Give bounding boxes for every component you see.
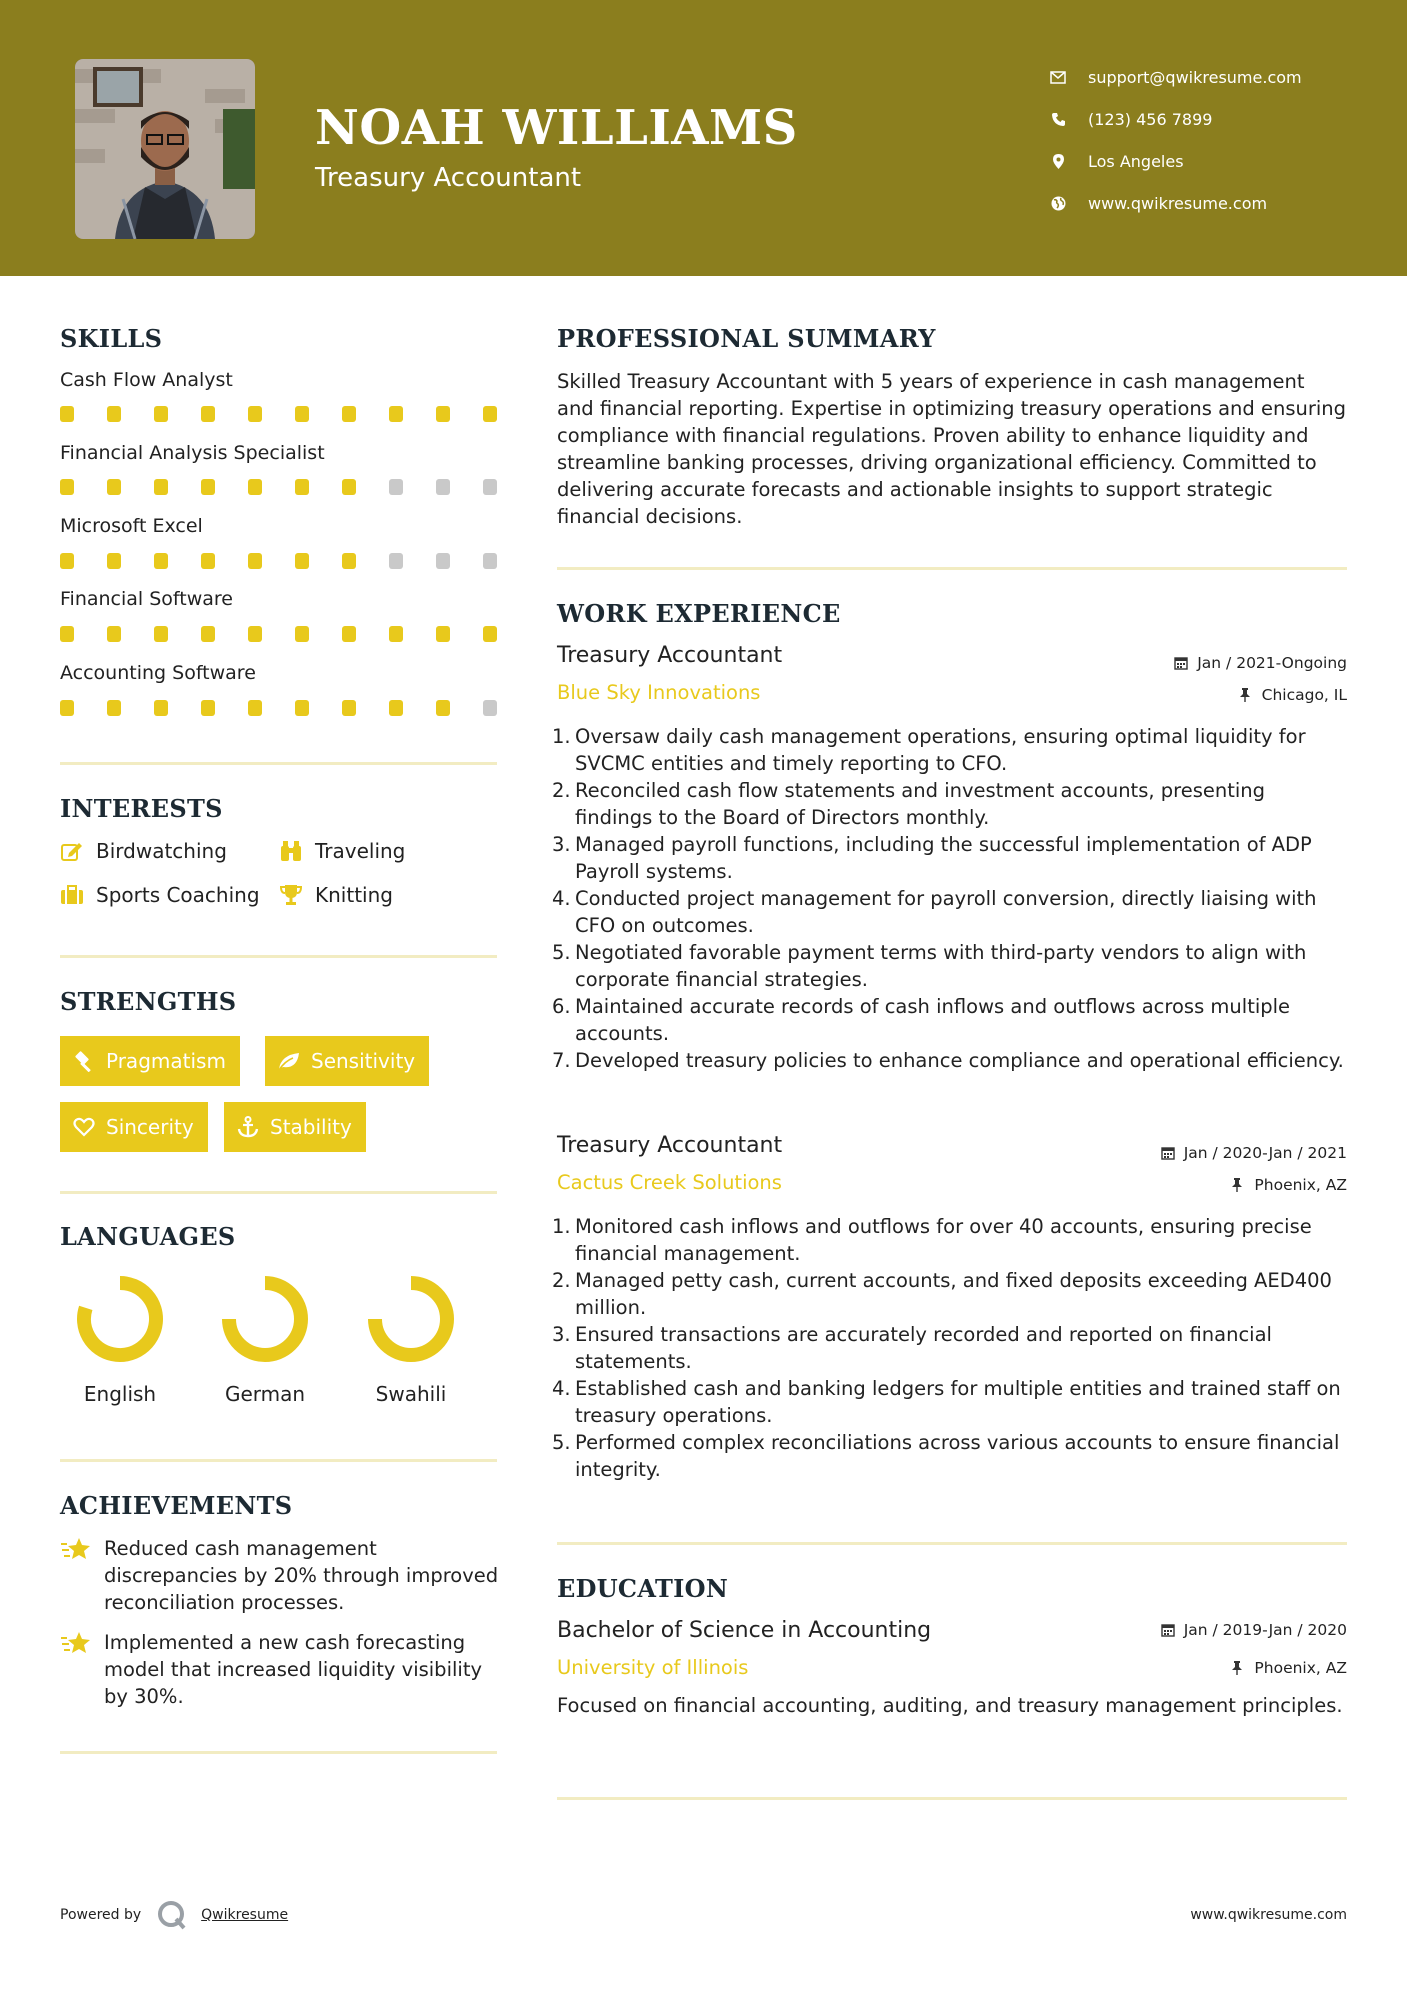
skill-rating bbox=[60, 553, 530, 569]
skill-dot-filled bbox=[436, 406, 450, 422]
skill-dot-empty bbox=[436, 553, 450, 569]
strength-chip bbox=[60, 1102, 208, 1152]
skill-dot-filled bbox=[201, 626, 215, 642]
skill-dot-filled bbox=[154, 700, 168, 716]
education-title: EDUCATION bbox=[557, 1574, 729, 1603]
interest-item bbox=[279, 839, 405, 863]
contact-email[interactable] bbox=[1050, 56, 1380, 98]
strength-label: Sensitivity bbox=[311, 1049, 416, 1073]
job-bullet bbox=[552, 1213, 1347, 1267]
achievement-item bbox=[60, 1535, 500, 1616]
skill-name: Cash Flow Analyst bbox=[60, 369, 233, 391]
profile-photo bbox=[75, 59, 255, 239]
interest-label: Sports Coaching bbox=[96, 883, 260, 907]
skill-rating bbox=[60, 700, 530, 716]
section-divider bbox=[60, 762, 497, 765]
strength-label: Sincerity bbox=[106, 1115, 194, 1139]
bullet-text: Monitored cash inflows and outflows for over 40 accounts, ensuring precise financial management. bbox=[575, 1215, 1312, 1265]
qwikresume-link[interactable]: Qwikresume bbox=[201, 1907, 289, 1923]
bullet-number: 5. bbox=[552, 1431, 571, 1454]
skill-name: Financial Analysis Specialist bbox=[60, 442, 325, 464]
gavel-icon bbox=[72, 1049, 96, 1073]
calendar-icon bbox=[1161, 1146, 1175, 1160]
contact-text: Los Angeles bbox=[1088, 151, 1184, 171]
summary-title: PROFESSIONAL SUMMARY bbox=[557, 324, 936, 353]
job-bullets bbox=[552, 1213, 1347, 1483]
language-name: Swahili bbox=[375, 1382, 447, 1406]
bullet-number: 4. bbox=[552, 887, 571, 910]
language-gauge-arc bbox=[229, 1283, 301, 1355]
job-bullet bbox=[552, 1375, 1347, 1429]
map-pin-icon bbox=[1050, 153, 1066, 169]
skill-rating bbox=[60, 626, 530, 642]
skill-dot-filled bbox=[436, 700, 450, 716]
experience-title: WORK EXPERIENCE bbox=[557, 599, 841, 628]
languages-title: LANGUAGES bbox=[60, 1222, 236, 1251]
skill-dot-filled bbox=[60, 700, 74, 716]
contact-text: support@qwikresume.com bbox=[1088, 67, 1302, 87]
skill-dot-filled bbox=[342, 553, 356, 569]
binoculars-icon bbox=[279, 839, 303, 863]
bullet-text: Conducted project management for payroll conversion, directly liaising with CFO on outcomes. bbox=[575, 887, 1317, 937]
interest-item bbox=[60, 883, 260, 907]
language-gauge bbox=[75, 1274, 165, 1364]
pushpin-icon bbox=[1231, 1178, 1245, 1192]
contact-location bbox=[1050, 140, 1380, 182]
shooting-star-icon bbox=[60, 1629, 92, 1659]
job-date-text: Jan / 2021-Ongoing bbox=[1197, 654, 1347, 672]
skill-dot-filled bbox=[389, 700, 403, 716]
resume-header bbox=[0, 0, 1407, 276]
bullet-text: Reconciled cash flow statements and investment accounts, presenting findings to the Board of Directors monthly. bbox=[575, 779, 1266, 829]
bullet-text: Managed payroll functions, including the successful implementation of ADP Payroll systems. bbox=[575, 833, 1312, 883]
achievement-text: Reduced cash management discrepancies by 20% through improved reconciliation processes. bbox=[104, 1537, 499, 1614]
language-gauge-arc bbox=[84, 1283, 156, 1355]
strength-chip bbox=[265, 1036, 429, 1086]
strengths-title: STRENGTHS bbox=[60, 987, 237, 1016]
bullet-text: Oversaw daily cash management operations, ensuring optimal liquidity for SVCMC entities and timely reporting to CFO. bbox=[575, 725, 1306, 775]
skills-title: SKILLS bbox=[60, 324, 163, 353]
achievements-title: ACHIEVEMENTS bbox=[60, 1491, 293, 1520]
strength-chip bbox=[224, 1102, 366, 1152]
job-bullet bbox=[552, 1047, 1347, 1074]
education-date bbox=[1161, 1621, 1347, 1639]
degree-title: Bachelor of Science in Accounting bbox=[557, 1618, 932, 1643]
skill-dot-filled bbox=[295, 626, 309, 642]
skill-dot-filled bbox=[201, 700, 215, 716]
job-bullet bbox=[552, 777, 1347, 831]
language-gauge bbox=[366, 1274, 456, 1364]
job-date bbox=[1161, 1144, 1347, 1162]
job-location-text: Chicago, IL bbox=[1261, 686, 1347, 704]
bullet-number: 7. bbox=[552, 1049, 571, 1072]
skill-dot-filled bbox=[154, 626, 168, 642]
skill-dot-filled bbox=[389, 406, 403, 422]
section-divider bbox=[557, 567, 1347, 570]
skill-dot-filled bbox=[295, 553, 309, 569]
section-divider bbox=[60, 1459, 497, 1462]
skill-dot-filled bbox=[342, 406, 356, 422]
skill-dot-filled bbox=[342, 626, 356, 642]
skill-dot-empty bbox=[436, 479, 450, 495]
skill-name: Microsoft Excel bbox=[60, 515, 203, 537]
job-title: Treasury Accountant bbox=[557, 643, 783, 668]
skill-dot-filled bbox=[154, 406, 168, 422]
pushpin-icon bbox=[1239, 688, 1253, 702]
skill-dot-empty bbox=[389, 553, 403, 569]
skill-dot-empty bbox=[483, 553, 497, 569]
briefcase-icon bbox=[60, 883, 84, 907]
skill-dot-filled bbox=[107, 479, 121, 495]
section-divider bbox=[557, 1797, 1347, 1800]
job-bullet bbox=[552, 1321, 1347, 1375]
skill-dot-filled bbox=[483, 406, 497, 422]
heart-icon bbox=[72, 1115, 96, 1139]
skill-dot-filled bbox=[295, 406, 309, 422]
skill-dot-filled bbox=[107, 406, 121, 422]
skill-dot-filled bbox=[389, 626, 403, 642]
skill-dot-filled bbox=[154, 553, 168, 569]
trophy-icon bbox=[279, 883, 303, 907]
job-bullet bbox=[552, 885, 1347, 939]
education-location bbox=[1231, 1659, 1347, 1677]
skill-dot-empty bbox=[389, 479, 403, 495]
globe-icon bbox=[1050, 195, 1066, 211]
bullet-text: Ensured transactions are accurately recorded and reported on financial statements. bbox=[575, 1323, 1272, 1373]
interest-item bbox=[60, 839, 227, 863]
skill-dot-filled bbox=[248, 406, 262, 422]
interest-label: Knitting bbox=[315, 883, 393, 907]
anchor-icon bbox=[236, 1115, 260, 1139]
job-bullet bbox=[552, 723, 1347, 777]
pushpin-icon bbox=[1231, 1661, 1245, 1675]
footer-url[interactable]: www.qwikresume.com bbox=[1190, 1907, 1347, 1923]
summary-text: Skilled Treasury Accountant with 5 years of experience in cash management and financial reporting. Expertise in optimizing treasury operations and ensuring compliance with financial regulations. Proven ability to enhance liquidity and streamline banking processes, driving organizational efficiency. Committed to delivering accurate forecasts and actionable insights to support strategic financial decisions. bbox=[557, 370, 1347, 528]
strength-chip bbox=[60, 1036, 240, 1086]
language-name: English bbox=[83, 1382, 157, 1406]
language-name: German bbox=[224, 1382, 306, 1406]
language-gauge-arc bbox=[375, 1283, 447, 1355]
skill-rating bbox=[60, 406, 530, 422]
job-bullet bbox=[552, 939, 1347, 993]
contact-phone[interactable] bbox=[1050, 98, 1380, 140]
skill-dot-filled bbox=[60, 406, 74, 422]
skill-name: Accounting Software bbox=[60, 662, 256, 684]
strength-label: Stability bbox=[270, 1115, 352, 1139]
bullet-text: Negotiated favorable payment terms with third-party vendors to align with corporate financial strategies. bbox=[575, 941, 1307, 991]
skill-dot-empty bbox=[483, 479, 497, 495]
bullet-text: Managed petty cash, current accounts, and fixed deposits exceeding AED400 million. bbox=[575, 1269, 1332, 1319]
bullet-number: 3. bbox=[552, 1323, 571, 1346]
pencil-square-icon bbox=[60, 839, 84, 863]
section-divider bbox=[60, 1751, 497, 1754]
skill-dot-filled bbox=[60, 553, 74, 569]
job-date-text: Jan / 2020-Jan / 2021 bbox=[1183, 1144, 1347, 1162]
bullet-number: 3. bbox=[552, 833, 571, 856]
bullet-number: 5. bbox=[552, 941, 571, 964]
interest-item bbox=[279, 883, 393, 907]
qwikresume-logo-icon bbox=[155, 1898, 189, 1932]
skill-dot-empty bbox=[483, 700, 497, 716]
section-divider bbox=[60, 1191, 497, 1194]
job-location bbox=[1231, 1176, 1347, 1194]
skill-dot-filled bbox=[107, 700, 121, 716]
job-location bbox=[1239, 686, 1347, 704]
contact-text: www.qwikresume.com bbox=[1088, 193, 1268, 213]
section-divider bbox=[557, 1542, 1347, 1545]
skill-dot-filled bbox=[295, 479, 309, 495]
skill-dot-filled bbox=[201, 479, 215, 495]
skill-dot-filled bbox=[248, 626, 262, 642]
shooting-star-icon bbox=[60, 1535, 92, 1565]
bullet-text: Performed complex reconciliations across various accounts to ensure financial integrity. bbox=[575, 1431, 1340, 1481]
strength-label: Pragmatism bbox=[106, 1049, 226, 1073]
calendar-icon bbox=[1161, 1623, 1175, 1637]
job-bullet bbox=[552, 831, 1347, 885]
envelope-icon bbox=[1050, 69, 1066, 85]
job-bullet bbox=[552, 1429, 1347, 1483]
footer-powered-by bbox=[60, 1898, 288, 1932]
education-text: Focused on financial accounting, auditing, and treasury management principles. bbox=[557, 1694, 1343, 1717]
bullet-number: 2. bbox=[552, 779, 571, 802]
bullet-text: Maintained accurate records of cash inflows and outflows across multiple accounts. bbox=[575, 995, 1291, 1045]
contact-text: (123) 456 7899 bbox=[1088, 109, 1213, 129]
job-bullet bbox=[552, 993, 1347, 1047]
interests-title: INTERESTS bbox=[60, 794, 223, 823]
skill-dot-filled bbox=[342, 700, 356, 716]
skill-dot-filled bbox=[201, 406, 215, 422]
contact-website[interactable] bbox=[1050, 182, 1380, 224]
achievement-item bbox=[60, 1629, 500, 1710]
language-item bbox=[210, 1274, 320, 1406]
language-gauge bbox=[220, 1274, 310, 1364]
skill-dot-filled bbox=[60, 479, 74, 495]
skill-name: Financial Software bbox=[60, 588, 233, 610]
skill-dot-filled bbox=[107, 626, 121, 642]
skill-dot-filled bbox=[483, 626, 497, 642]
education-location-text: Phoenix, AZ bbox=[1254, 1659, 1347, 1677]
contact-list bbox=[1050, 56, 1380, 224]
language-item bbox=[65, 1274, 175, 1406]
skill-rating bbox=[60, 479, 530, 495]
leaf-icon bbox=[277, 1049, 301, 1073]
job-location-text: Phoenix, AZ bbox=[1254, 1176, 1347, 1194]
skill-dot-filled bbox=[201, 553, 215, 569]
skill-dot-filled bbox=[154, 479, 168, 495]
skill-dot-filled bbox=[107, 553, 121, 569]
candidate-name: NOAH WILLIAMS bbox=[315, 100, 798, 156]
job-date bbox=[1174, 654, 1347, 672]
skill-dot-filled bbox=[436, 626, 450, 642]
job-bullet bbox=[552, 1267, 1347, 1321]
skill-dot-filled bbox=[342, 479, 356, 495]
skill-dot-filled bbox=[248, 479, 262, 495]
bullet-number: 6. bbox=[552, 995, 571, 1018]
bullet-number: 4. bbox=[552, 1377, 571, 1400]
language-item bbox=[356, 1274, 466, 1406]
job-bullets bbox=[552, 723, 1347, 1074]
bullet-number: 2. bbox=[552, 1269, 571, 1292]
skill-dot-filled bbox=[295, 700, 309, 716]
powered-by-text: Powered by bbox=[60, 1907, 142, 1923]
interest-label: Birdwatching bbox=[96, 839, 227, 863]
interest-label: Traveling bbox=[315, 839, 406, 863]
school-name: University of Illinois bbox=[557, 1656, 749, 1679]
candidate-title: Treasury Accountant bbox=[315, 163, 582, 193]
job-title: Treasury Accountant bbox=[557, 1133, 783, 1158]
phone-icon bbox=[1050, 111, 1066, 127]
bullet-number: 1. bbox=[552, 725, 571, 748]
achievement-text: Implemented a new cash forecasting model that increased liquidity visibility by 30%. bbox=[104, 1631, 483, 1708]
skill-dot-filled bbox=[60, 626, 74, 642]
company-name: Blue Sky Innovations bbox=[557, 681, 761, 704]
bullet-text: Developed treasury policies to enhance compliance and operational efficiency. bbox=[575, 1049, 1344, 1072]
bullet-text: Established cash and banking ledgers for multiple entities and trained staff on treasury operations. bbox=[575, 1377, 1341, 1427]
bullet-number: 1. bbox=[552, 1215, 571, 1238]
calendar-icon bbox=[1174, 656, 1188, 670]
company-name: Cactus Creek Solutions bbox=[557, 1171, 782, 1194]
skill-dot-filled bbox=[248, 700, 262, 716]
skill-dot-filled bbox=[248, 553, 262, 569]
section-divider bbox=[60, 955, 497, 958]
education-date-text: Jan / 2019-Jan / 2020 bbox=[1183, 1621, 1347, 1639]
